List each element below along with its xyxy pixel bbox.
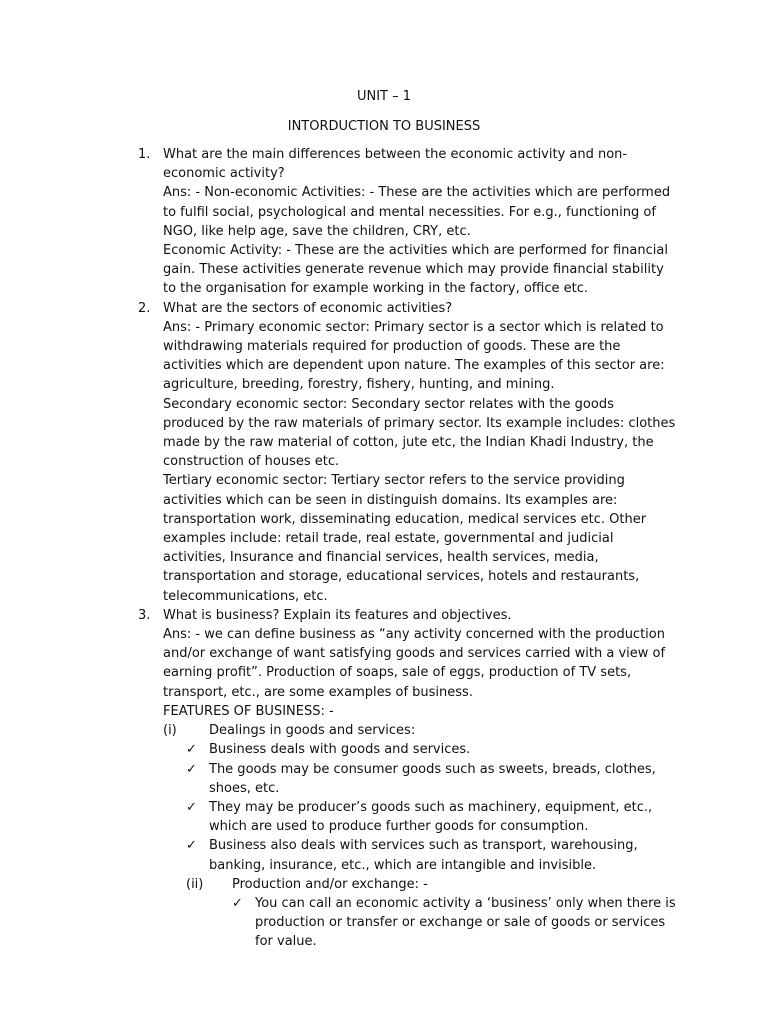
answer-paragraph: Tertiary economic sector: Tertiary sector refers to the service providing activities which can be seen in distinguish domains. Its examples are: transportation work, disseminating education, medical services etc. Other examples include: retail trade, real estate, governmental and judicial activities, Insurance and financial services, health services, media, transportation and storage, educational services, hotels and restaurants, telecommunications, etc. bbox=[163, 473, 647, 604]
feature-point-text: Business deals with goods and services. bbox=[209, 742, 471, 758]
check-mark-icon: ✓ bbox=[186, 838, 197, 854]
question-item bbox=[0, 299, 678, 606]
answer-paragraph: Ans: - we can define business as “any activity concerned with the production and/or exchange of want satisfying goods and services carried with a view of earning profit”. Production of soaps, sale of eggs, production of TV sets, transport, etc., are some examples of business. bbox=[163, 627, 666, 700]
feature-point bbox=[0, 894, 678, 952]
feature-point bbox=[0, 798, 678, 836]
question-number: 3. bbox=[138, 607, 151, 623]
answer-paragraph: Secondary economic sector: Secondary sector relates with the goods produced by the raw materials of primary sector. Its example includes: clothes made by the raw material of cotton, jute etc, the Indian Khadi Industry, the construction of houses etc. bbox=[163, 396, 676, 470]
document-title: INTORDUCTION TO BUSINESS bbox=[287, 119, 481, 134]
feature-point bbox=[0, 740, 678, 759]
question-item bbox=[0, 145, 678, 299]
check-mark-icon: ✓ bbox=[186, 799, 197, 815]
question-list bbox=[0, 145, 768, 952]
check-mark-icon: ✓ bbox=[186, 742, 197, 758]
question-number: 1. bbox=[138, 147, 151, 162]
check-mark-icon: ✓ bbox=[232, 895, 243, 911]
feature-numeral: (i) bbox=[163, 723, 177, 739]
check-mark-icon: ✓ bbox=[186, 761, 197, 777]
feature-heading bbox=[0, 875, 678, 894]
feature-title: Dealings in goods and services: bbox=[209, 723, 416, 739]
answer-paragraph: Ans: - Non-economic Activities: - These are the activities which are performed to fulfil social, psychological and mental necessities. For e.g., functioning of NGO, like help age, save the children, CRY, etc. bbox=[163, 185, 671, 239]
feature-heading bbox=[0, 721, 678, 740]
answer-paragraph: Ans: - Primary economic sector: Primary sector is a sector which is related to withdrawing materials required for production of goods. These are the activities which are dependent upon nature. The examples of this sector are: agriculture, breeding, forestry, fishery, hunting, and mining. bbox=[163, 319, 665, 393]
question-text: What are the main differences between the economic activity and non-economic activity? bbox=[163, 147, 628, 182]
feature-numeral: (ii) bbox=[186, 876, 204, 892]
feature-title: Production and/or exchange: - bbox=[232, 876, 428, 892]
question-text: What is business? Explain its features and objectives. bbox=[163, 607, 512, 623]
feature-point bbox=[0, 836, 678, 874]
feature-point-text: They may be producer’s goods such as machinery, equipment, etc., which are used to produce further goods for consumption. bbox=[209, 799, 653, 835]
feature-point-text: You can call an economic activity a ‘business’ only when there is production or transfer or exchange or sale of goods or services for value. bbox=[255, 895, 676, 950]
answer-paragraph: Economic Activity: - These are the activities which are performed for financial gain. These activities generate revenue which may provide financial stability to the organisation for example working in the factory, office etc. bbox=[163, 243, 668, 297]
feature-point-text: The goods may be consumer goods such as sweets, breads, clothes, shoes, etc. bbox=[209, 761, 656, 796]
question-item bbox=[0, 606, 678, 721]
features-heading: FEATURES OF BUSINESS: - bbox=[163, 703, 334, 719]
feature-point bbox=[0, 760, 678, 798]
question-text: What are the sectors of economic activities? bbox=[163, 300, 453, 316]
feature-point-text: Business also deals with services such as transport, warehousing, banking, insurance, etc., which are intangible and invisible. bbox=[209, 838, 638, 873]
unit-title: UNIT – 1 bbox=[356, 89, 412, 104]
question-number: 2. bbox=[138, 300, 151, 316]
